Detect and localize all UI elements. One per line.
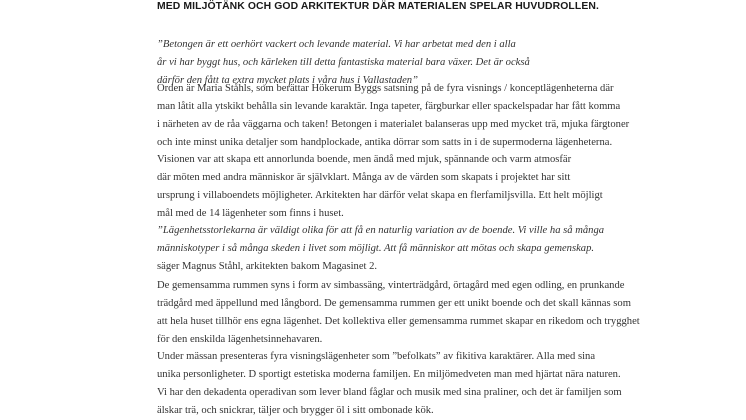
paragraph-line: trädgård med äppellund med långbord. De gemensamma rummen ger ett unikt boende och det skall kännas som	[157, 297, 631, 309]
quote-line: människotyper i så många skeden i livet som möjligt. Att få människor att mötas och skapa gemenskap.	[157, 242, 595, 254]
paragraph-line: i närheten av de råa väggarna och taken! Betongen i materialet balanseras upp med mycket trä, mjuka färgtoner	[157, 118, 630, 130]
paragraph-line: för den enskilda lägenhetsinnehavaren.	[157, 333, 323, 345]
paragraph-show-apartments	[157, 348, 622, 420]
paragraph-line: Vi har den dekadenta operadivan som lever bland fåglar och musik med sina praliner, och det är familjen som	[157, 386, 622, 398]
paragraph-line: älskar trä, och snickrar, täljer och brygger öl i sitt ombonade kök.	[157, 404, 434, 416]
paragraph-common-rooms	[157, 277, 640, 349]
paragraph-line: och inte minst unika detaljer som handplockade, antika dörrar som satts in i de supermoderna lägenheterna.	[157, 136, 613, 148]
quote-line: ”Lägenhetsstorlekarna är väldigt olika för att få en naturlig variation av de boende. Vi ville ha så många	[157, 225, 605, 236]
paragraph-line: att hela huset tillhör ens egna lägenhet. Det kollektiva eller gemensamma rummet skapar en rikedom och trygghet	[157, 315, 640, 327]
paragraph-line: ursprung i villaboendets möjligheter. Arkitekten har därför velat skapa en flerfamiljsvilla. Ett helt möjligt	[157, 189, 603, 201]
quote-line: därför den fått ta extra mycket plats i våra hus i Vallastaden”	[157, 74, 418, 86]
quote-line: ”Betongen är ett oerhört vackert och levande material. Vi har arbetat med den i alla	[157, 39, 516, 50]
paragraph-line: Under mässan presenteras fyra visningslägenheter som ”befolkats” av fikitiva karaktärer. Alla med sina	[157, 351, 596, 362]
paragraph-line: unika personligheter. D sportigt estetiska moderna familjen. En miljömedveten man med hjärtat nära naturen.	[157, 368, 621, 380]
quote-line: år vi har byggt hus, och kärleken till detta fantastiska material bara växer. Det är också	[157, 56, 530, 68]
paragraph-intro	[157, 80, 629, 152]
quote-attribution: säger Magnus Ståhl, arkitekten bakom Magasinet 2.	[157, 260, 378, 272]
paragraph-line: där möten med andra människor är självklart. Många av de värden som skapats i projektet har sitt	[157, 171, 571, 183]
paragraph-line: mål med de 14 lägenheter som finns i huset.	[157, 207, 344, 219]
paragraph-vision	[157, 151, 603, 223]
paragraph-line: De gemensamma rummen syns i form av simbassäng, vinterträdgård, örtagård med egen odling, en prunkande	[157, 280, 625, 291]
quote-magnus	[157, 222, 604, 276]
paragraph-line: man låtit alla ytskikt behålla sin levande karaktär. Inga tapeter, färgburkar eller spackelspadar har fått komma	[157, 100, 621, 112]
paragraph-line: Orden är Maria Ståhls, som berättar Hökerum Byggs satsning på de fyra visnings / konceptlägenheterna där	[157, 83, 614, 94]
paragraph-line: Visionen var att skapa ett annorlunda boende, men ändå med mjuk, spännande och varm atmosfär	[157, 154, 572, 165]
article-heading: MED MILJÖTÄNK OCH GOD ARKITEKTUR DÄR MATERIALEN SPELAR HUVUDROLLEN.	[157, 1, 599, 12]
